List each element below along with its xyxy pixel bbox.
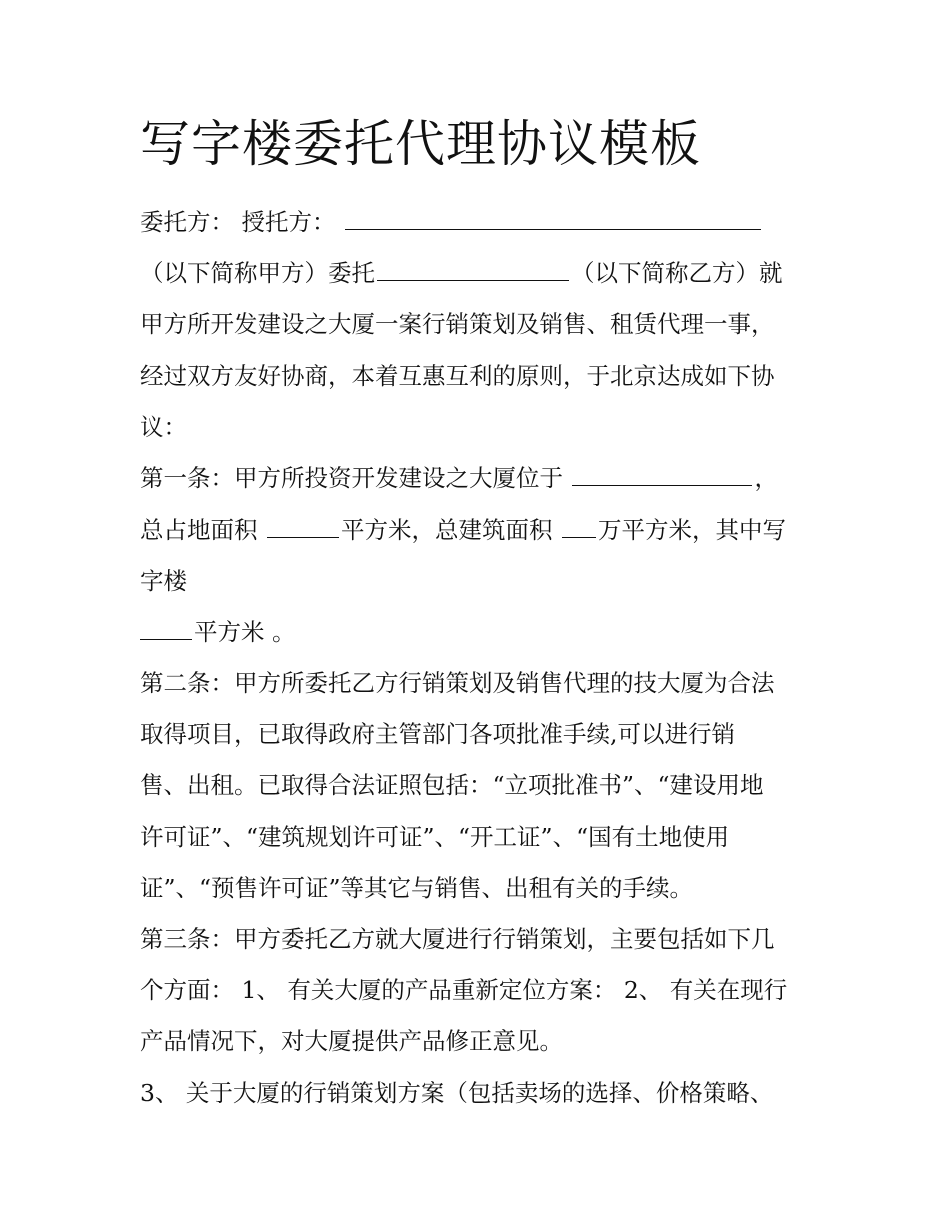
land-area-blank — [267, 515, 339, 538]
body-line: 议： — [140, 413, 187, 441]
body-line: 售、出租。已取得合法证照包括：“立项批准书”、“建设用地 — [140, 771, 764, 799]
body-line: 甲方所开发建设之大厦一案行销策划及销售、租赁代理一事， — [140, 310, 775, 338]
agent-name-blank — [377, 258, 569, 281]
body-line: 经过双方友好协商，本着互惠互利的原则，于北京达成如下协 — [140, 362, 775, 390]
entrust-text-start: （以下简称甲方）委托 — [140, 259, 375, 287]
body-line: 个方面： 1、 有关大厦的产品重新定位方案： 2、 有关在现行 — [140, 976, 788, 1004]
entrust-text-end: （以下简称乙方）就 — [571, 259, 783, 287]
body-line: 3、 关于大厦的行销策划方案（包括卖场的选择、价格策略、 — [140, 1079, 774, 1107]
article-1-comma: ， — [754, 464, 778, 492]
office-area-line — [140, 615, 295, 649]
party-line — [140, 205, 763, 239]
body-line: 取得项目，已取得政府主管部门各项批准手续,可以进行销 — [140, 720, 735, 748]
office-area-unit: 平方米 。 — [194, 618, 296, 646]
article-1-text: 第一条：甲方所投资开发建设之大厦位于 — [140, 464, 571, 492]
building-area-blank — [562, 515, 596, 538]
area-text-start: 总占地面积 — [140, 516, 265, 544]
assignee-blank — [345, 207, 761, 230]
area-line — [140, 513, 786, 547]
body-line: 产品情况下，对大厦提供产品修正意见。 — [140, 1027, 563, 1055]
office-area-blank — [140, 617, 192, 640]
article-3-line: 第三条：甲方委托乙方就大厦进行行销策划，主要包括如下几 — [140, 925, 775, 953]
article-1-line — [140, 461, 778, 495]
body-line: 证”、“预售许可证”等其它与销售、出租有关的手续。 — [140, 874, 694, 902]
article-2-line: 第二条：甲方所委托乙方行销策划及销售代理的技大厦为合法 — [140, 669, 775, 697]
body-line: 许可证”、“建筑规划许可证”、“开工证”、“国有土地使用 — [140, 823, 730, 851]
area-text-end: 万平方米，其中写 — [597, 516, 786, 544]
party-labels: 委托方： 授托方： — [140, 208, 343, 236]
document-title: 写字楼委托代理协议模板 — [140, 115, 701, 173]
body-line: 字楼 — [140, 567, 187, 595]
location-blank — [572, 463, 752, 486]
entrust-line — [140, 256, 783, 290]
area-text-middle: 平方米，总建筑面积 — [340, 516, 560, 544]
